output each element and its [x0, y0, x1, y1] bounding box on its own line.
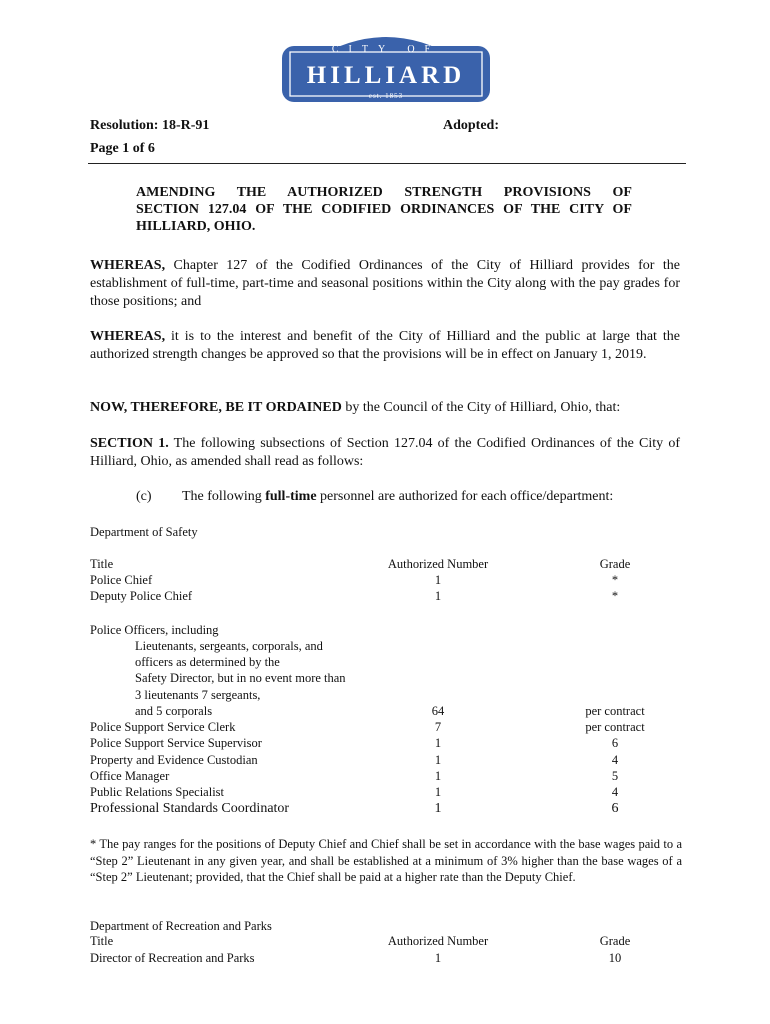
- department-heading: Department of Recreation and Parks: [90, 919, 272, 933]
- table-row: [90, 736, 650, 753]
- row-grade: *: [611, 589, 619, 603]
- whereas-lead: WHEREAS,: [90, 258, 166, 273]
- row-title: Police Support Service Clerk: [90, 720, 236, 734]
- row-number: 1: [434, 785, 442, 799]
- row-number: 1: [434, 589, 442, 603]
- table-row: [90, 769, 650, 786]
- row-title: Police Chief: [90, 573, 153, 587]
- officers-detail-line: Lieutenants, sergeants, corporals, and: [135, 639, 323, 653]
- row-title: Office Manager: [90, 769, 170, 783]
- section-1-paragraph: [90, 435, 680, 471]
- table-row: [90, 753, 650, 770]
- row-grade: 6: [611, 736, 619, 750]
- table-row: [90, 720, 650, 737]
- row-number: 1: [434, 769, 442, 783]
- row-grade: per contract: [585, 720, 645, 734]
- officers-detail-line: Safety Director, but in no event more than: [135, 671, 346, 685]
- table-row: [90, 704, 650, 721]
- subsection-pre: The following: [182, 489, 266, 504]
- row-title: Police Support Service Supervisor: [90, 736, 262, 750]
- table-row: [90, 951, 650, 968]
- logo-top-text: CITY OF: [331, 44, 441, 55]
- resolution-number: Resolution: 18-R-91: [90, 118, 210, 133]
- row-number: 1: [434, 951, 442, 965]
- column-grade: Grade: [599, 557, 631, 571]
- row-number: 1: [434, 736, 442, 750]
- whereas-paragraph-2: [90, 328, 680, 364]
- ordained-text: by the Council of the City of Hilliard, Ohio, that:: [341, 400, 621, 415]
- row-grade: 4: [611, 785, 619, 799]
- table-row: [90, 589, 650, 606]
- department-heading: Department of Safety: [90, 525, 198, 539]
- ordained-paragraph: [90, 399, 680, 417]
- section-text: The following subsections of Section 127.04 of the Codified Ordinances of the City of Hilliard, Ohio, as amended shall read as follows:: [90, 436, 681, 469]
- whereas-paragraph-1: [90, 257, 680, 311]
- row-title: Property and Evidence Custodian: [90, 753, 258, 767]
- row-title: Deputy Police Chief: [90, 589, 193, 603]
- column-number: Authorized Number: [387, 934, 489, 948]
- officers-detail-line: officers as determined by the: [135, 655, 280, 669]
- row-grade: 4: [611, 753, 619, 767]
- title-line: HILLIARD, OHIO.: [136, 219, 256, 234]
- whereas-lead: WHEREAS,: [90, 329, 166, 344]
- row-number: 1: [434, 801, 442, 816]
- row-number: 1: [434, 573, 442, 587]
- city-logo: [280, 22, 492, 112]
- officers-detail-line: and 5 corporals: [135, 704, 213, 718]
- header-divider: [88, 163, 686, 164]
- row-title: Professional Standards Coordinator: [90, 801, 290, 816]
- subsection-bold: full-time: [265, 489, 317, 504]
- row-grade: 10: [608, 951, 622, 965]
- officers-title: Police Officers, including: [90, 623, 219, 637]
- title-line: SECTION 127.04 OF THE CODIFIED ORDINANCES OF THE CITY OF: [136, 202, 632, 217]
- table-header: [90, 934, 650, 951]
- section-lead: SECTION 1.: [90, 436, 169, 451]
- page-indicator: Page 1 of 6: [90, 141, 155, 156]
- row-title: Public Relations Specialist: [90, 785, 225, 799]
- table-header: [90, 557, 650, 574]
- table-row: [90, 573, 650, 590]
- column-grade: Grade: [599, 934, 631, 948]
- subsection-text: [182, 489, 613, 505]
- row-grade: *: [611, 573, 619, 587]
- column-title: Title: [90, 557, 114, 571]
- whereas-text: Chapter 127 of the Codified Ordinances of the City of Hilliard provides for the establishment of full-time, part-time and seasonal positions within the City along with the pay grades for those positions; and: [90, 258, 680, 309]
- row-grade: per contract: [585, 704, 645, 718]
- table-row: [90, 785, 650, 802]
- row-number: 7: [434, 720, 442, 734]
- column-title: Title: [90, 934, 114, 948]
- row-number: 1: [434, 753, 442, 767]
- column-number: Authorized Number: [387, 557, 489, 571]
- logo-est: est. 1853: [368, 92, 404, 100]
- whereas-text: it is to the interest and benefit of the City of Hilliard and the public at large that the authorized strength changes be approved so that the provisions will be in effect on January 1, 2019.: [90, 329, 680, 362]
- table-row: [90, 801, 650, 818]
- logo-name: HILLIARD: [306, 62, 466, 89]
- row-grade: 5: [611, 769, 619, 783]
- title-line: AMENDING THE AUTHORIZED STRENGTH PROVISIONS OF: [136, 185, 632, 200]
- resolution-title: [136, 184, 632, 235]
- subsection-post: personnel are authorized for each office/department:: [316, 489, 614, 504]
- subsection-label: (c): [136, 489, 152, 504]
- footnote: * The pay ranges for the positions of Deputy Chief and Chief shall be set in accordance with the base wages paid to a “Step 2” Lieutenant in any given year, and shall be established at a minimum of 3% higher than the base wages of a “Step 2” Lieutenant; provided, that the Chief shall be paid at a higher rate than the Deputy Chief.: [90, 837, 682, 884]
- row-number: 64: [431, 704, 445, 718]
- adopted-label: Adopted:: [443, 118, 500, 133]
- row-grade: 6: [611, 801, 619, 816]
- ordained-lead: NOW, THEREFORE, BE IT ORDAINED: [90, 400, 342, 415]
- row-title: Director of Recreation and Parks: [90, 951, 255, 965]
- officers-detail-line: 3 lieutenants 7 sergeants,: [135, 688, 261, 702]
